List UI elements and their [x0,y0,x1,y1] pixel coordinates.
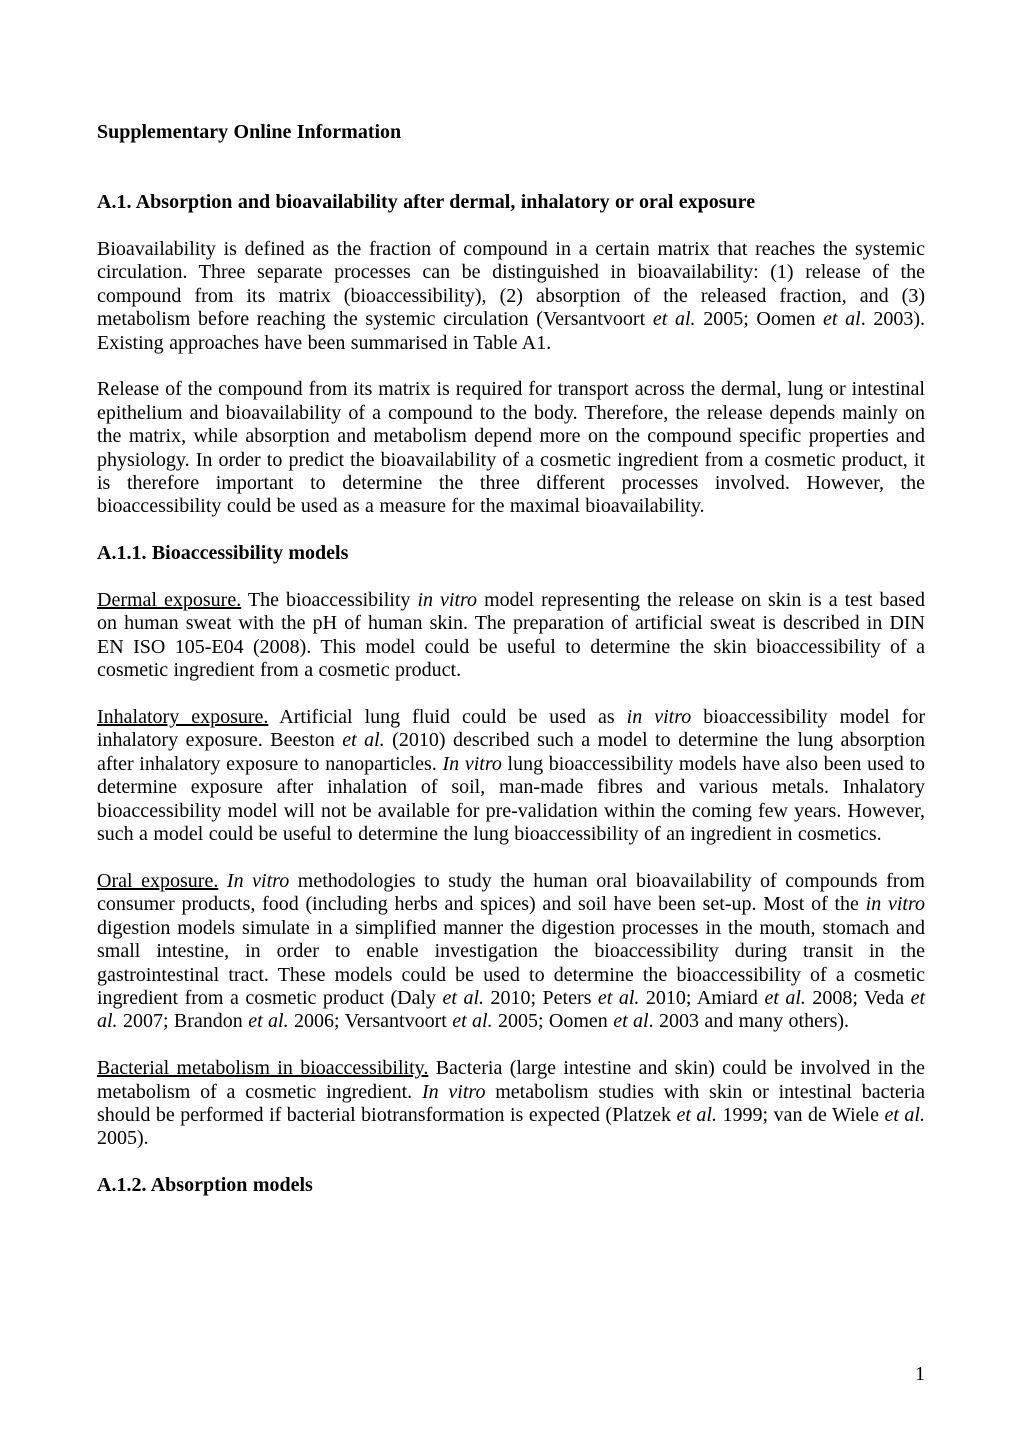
paragraph-inhalatory-exposure [97,706,925,846]
text-run: 2007; Brandon [117,1010,249,1033]
italic-text-run: In vitro [421,1080,486,1103]
italic-text-run: et al. [97,986,926,1033]
section-heading-a1 [97,191,925,214]
italic-text-run: et al. [597,986,640,1009]
text-run: The bioaccessibility [241,589,418,612]
text-run [218,870,227,892]
text-run: 2010; Peters [484,986,598,1009]
italic-text-run: et al. [676,1103,717,1126]
italic-text-run: et al. [884,1103,925,1126]
text-run: A.1.2. Absorption models [97,1174,313,1197]
document-body [97,121,925,1198]
text-run: Bioavailability is defined as the fraction of compound in a certain matrix that reaches the systemic circulation. Three separate processes can be distinguished in bioavailability: (1) release of the compound from its matrix (bioaccessibility), (2) absorption of the released fraction, and (3) metabolism before reaching the systemic circulation (Versantvoort [97,238,925,331]
paragraph-bioavailability-definition [97,238,925,355]
section-heading-a12 [97,1174,925,1197]
text-run: 2005; Oomen [492,1010,614,1033]
italic-text-run: In vitro [226,869,290,892]
italic-text-run: et al. [452,1010,493,1033]
text-run: Artificial lung fluid could be used as [268,706,627,729]
italic-text-run: et al [823,308,861,331]
italic-text-run: et al [613,1010,649,1033]
italic-text-run: In vitro [442,752,502,775]
paragraph-release-of-compound [97,378,925,518]
text-run: digestion models simulate in a simplified manner the digestion processes in the mouth, stomach and small intestine, in order to enable investigation the bioaccessibility during transit in the gastrointestinal tract. These models could be used to determine the bioaccessibility of a cosmetic ingredient from a cosmetic product (Daly [97,916,925,1009]
paragraph-bacterial-metabolism [97,1057,925,1151]
text-run: metabolism studies with skin or intestinal bacteria should be performed if bacterial biotransformation is expected (Platzek [97,1080,925,1126]
text-run: 1999; van de Wiele [716,1103,885,1126]
text-run: bioaccessibility model for inhalatory exposure. Beeston [97,706,925,752]
text-run: 2006; Versantvoort [288,1010,453,1033]
text-run: methodologies to study the human oral bioavailability of compounds from consumer products, food (including herbs and spices) and soil have been set-up. Most of the [97,869,925,916]
italic-text-run: in vitro [417,589,478,612]
italic-text-run: et al. [652,308,696,331]
text-run: lung bioaccessibility models have also been used to determine exposure after inhalation of soil, man-made fibres and various metals. Inhalatory bioaccessibility model will not be available for pre-validation within the coming few years. However, such a model could be useful to determine the lung bioaccessibility of an ingredient in cosmetics. [97,752,926,846]
text-run: 2010; Amiard [639,986,765,1009]
text-run: model representing the release on skin is a test based on human sweat with the pH of human skin. The preparation of artificial sweat is described in DIN EN ISO 105-E04 (2008). This model could be useful to determine the skin bioaccessibility of a cosmetic ingredient from a cosmetic product. [97,589,925,682]
paragraph-dermal-exposure [97,589,925,683]
italic-text-run: in vitro [626,706,692,729]
italic-text-run: et al. [342,729,385,752]
page-number: 1 [915,1363,925,1385]
text-run: 2005). [97,1127,149,1150]
italic-text-run: et al. [764,986,806,1009]
section-heading-a11 [97,542,925,565]
text-run: (2010) described such a model to determine the lung absorption after inhalatory exposure to nanoparticles. [97,729,925,775]
text-run: A.1. Absorption and bioavailability after dermal, inhalatory or oral exposure [97,191,756,214]
underlined-lead-in: Dermal exposure. [97,589,242,612]
text-run: Supplementary Online Information [97,121,402,143]
italic-text-run: et al. [442,986,484,1009]
italic-text-run: in vitro [865,893,925,916]
text-run: 2008; Veda [805,986,911,1009]
text-run: . 2003). Existing approaches have been summarised in Table A1. [97,308,926,354]
text-run: . 2003 and many others). [648,1010,850,1033]
italic-text-run: et al. [248,1010,289,1033]
underlined-lead-in: Oral exposure. [97,869,219,892]
paragraph-oral-exposure [97,870,925,1034]
underlined-lead-in: Bacterial metabolism in bioaccessibility. [97,1057,429,1080]
doc-title [97,121,925,144]
text-run: A.1.1. Bioaccessibility models [97,542,349,565]
text-run: 2005; Oomen [695,308,823,331]
underlined-lead-in: Inhalatory exposure. [97,706,269,729]
text-run: Release of the compound from its matrix is required for transport across the dermal, lung or intestinal epithelium and bioavailability of a compound to the body. Therefore, the release depends mainly on the matrix, while absorption and metabolism depend more on the compound specific properties and physiology. In order to predict the bioavailability of a cosmetic ingredient from a cosmetic product, it is therefore important to determine the three different processes involved. However, the bioaccessibility could be used as a measure for the maximal bioavailability. [97,378,925,518]
text-run: Bacteria (large intestine and skin) could be involved in the metabolism of a cosmetic ingredient. [97,1057,925,1103]
